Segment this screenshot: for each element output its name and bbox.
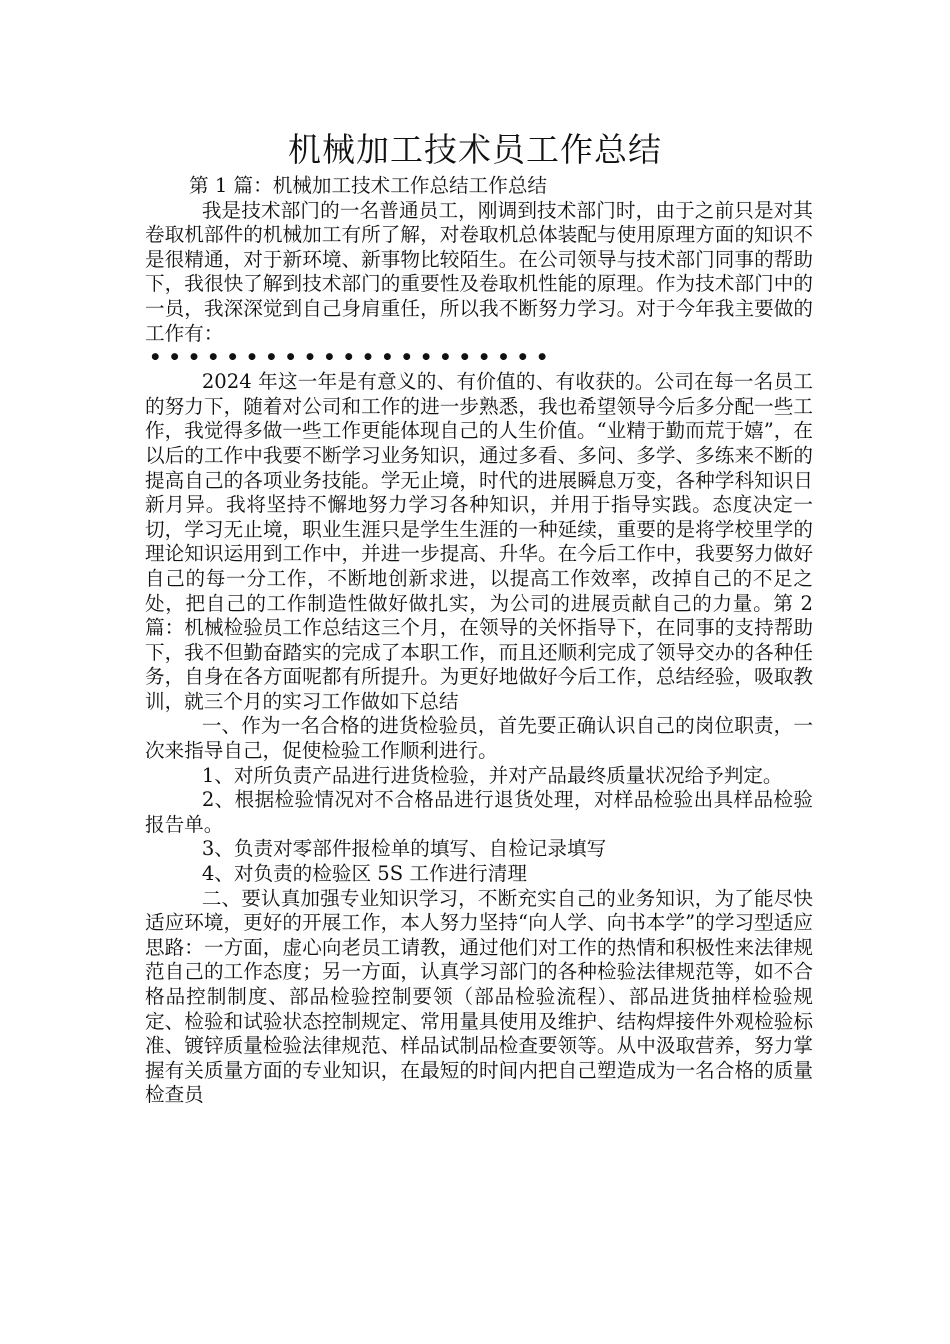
document-body — [145, 174, 813, 1108]
document-title: 机械加工技术员工作总结 — [288, 130, 662, 169]
paragraph-8: 二、要认真加强专业知识学习，不断充实自己的业务知识，为了能尽快适应环境，更好的开展工作，本人努力坚持“向人学、向书本学”的学习型适应思路：一方面，虚心向老员工请教，通过他们对工作的热情和积极性来法律规范自己的工作态度；另一方面，认真学习部门的各种检验法律规范等，如不合格品控制制度、部品检验控制要领（部品检验流程）、部品进货抽样检验规定、检验和试验状态控制规定、常用量具使用及维护、结构焊接件外观检验标准、镀锌质量检验法律规范、样品试制品检查要领等。从中汲取营养，努力掌握有关质量方面的专业知识，在最短的时间内把自己塑造成为一名合格的质量检查员 — [145, 886, 813, 1107]
dot-separator: • • • • • • • • • • • • • • • • • • • • • — [149, 346, 549, 370]
paragraph-5: 2、根据检验情况对不合格品进行退货处理，对样品检验出具样品检验报告单。 — [145, 788, 813, 836]
paragraph-4: 1、对所负责产品进行进货检验，并对产品最终质量状况给予判定。 — [201, 763, 783, 787]
section-heading: 第 1 篇：机械加工技术工作总结工作总结 — [189, 174, 548, 197]
paragraph-7: 4、对负责的检验区 5S 工作进行清理 — [201, 862, 527, 886]
paragraph-3: 一、作为一名合格的进货检验员，首先要正确认识自己的岗位职责，一次来指导自己，促使检验工作顺利进行。 — [145, 714, 813, 763]
paragraph-1: 我是技术部门的一名普通员工，刚调到技术部门时，由于之前只是对其卷取机部件的机械加工有所了解，对卷取机总体装配与使用原理方面的知识不是很精通，对于新环境、新事物比较陌生。在公司领导与技术部门同事的帮助下，我很快了解到技术部门的重要性及卷取机性能的原理。作为技术部门中的一员，我深深觉到自己身肩重任，所以我不断努力学习。对于今年我主要做的工作有： — [145, 198, 813, 345]
paragraph-2: 2024 年这一年是有意义的、有价值的、有收获的。公司在每一名员工的努力下，随着对公司和工作的进一步熟悉，我也希望领导今后多分配一些工作，我觉得多做一些工作更能体现自己的人生价值。“业精于勤而荒于嬉”，在以后的工作中我要不断学习业务知识，通过多看、多问、多学、多练来不断的提高自己的各项业务技能。学无止境，时代的进展瞬息万变，各种学科知识日新月异。我将坚持不懈地努力学习各种知识，并用于指导实践。态度决定一切，学习无止境，职业生涯只是学生生涯的一种延续，重要的是将学校里学的理论知识运用到工作中，并进一步提高、升华。在今后工作中，我要努力做好自己的每一分工作，不断地创新求进，以提高工作效率，改掉自己的不足之处，把自己的工作制造性做好做扎实，为公司的进展贡献自己的力量。第 2 篇：机械检验员工作总结这三个月，在领导的关怀指导下，在同事的支持帮助下，我不但勤奋踏实的完成了本职工作，而且还顺利完成了领导交办的各种任务，自身在各方面呢都有所提升。为更好地做好今后工作，总结经验，吸取教训，就三个月的实习工作做如下总结 — [145, 370, 813, 713]
paragraph-6: 3、负责对零部件报检单的填写、自检记录填写 — [201, 837, 607, 861]
